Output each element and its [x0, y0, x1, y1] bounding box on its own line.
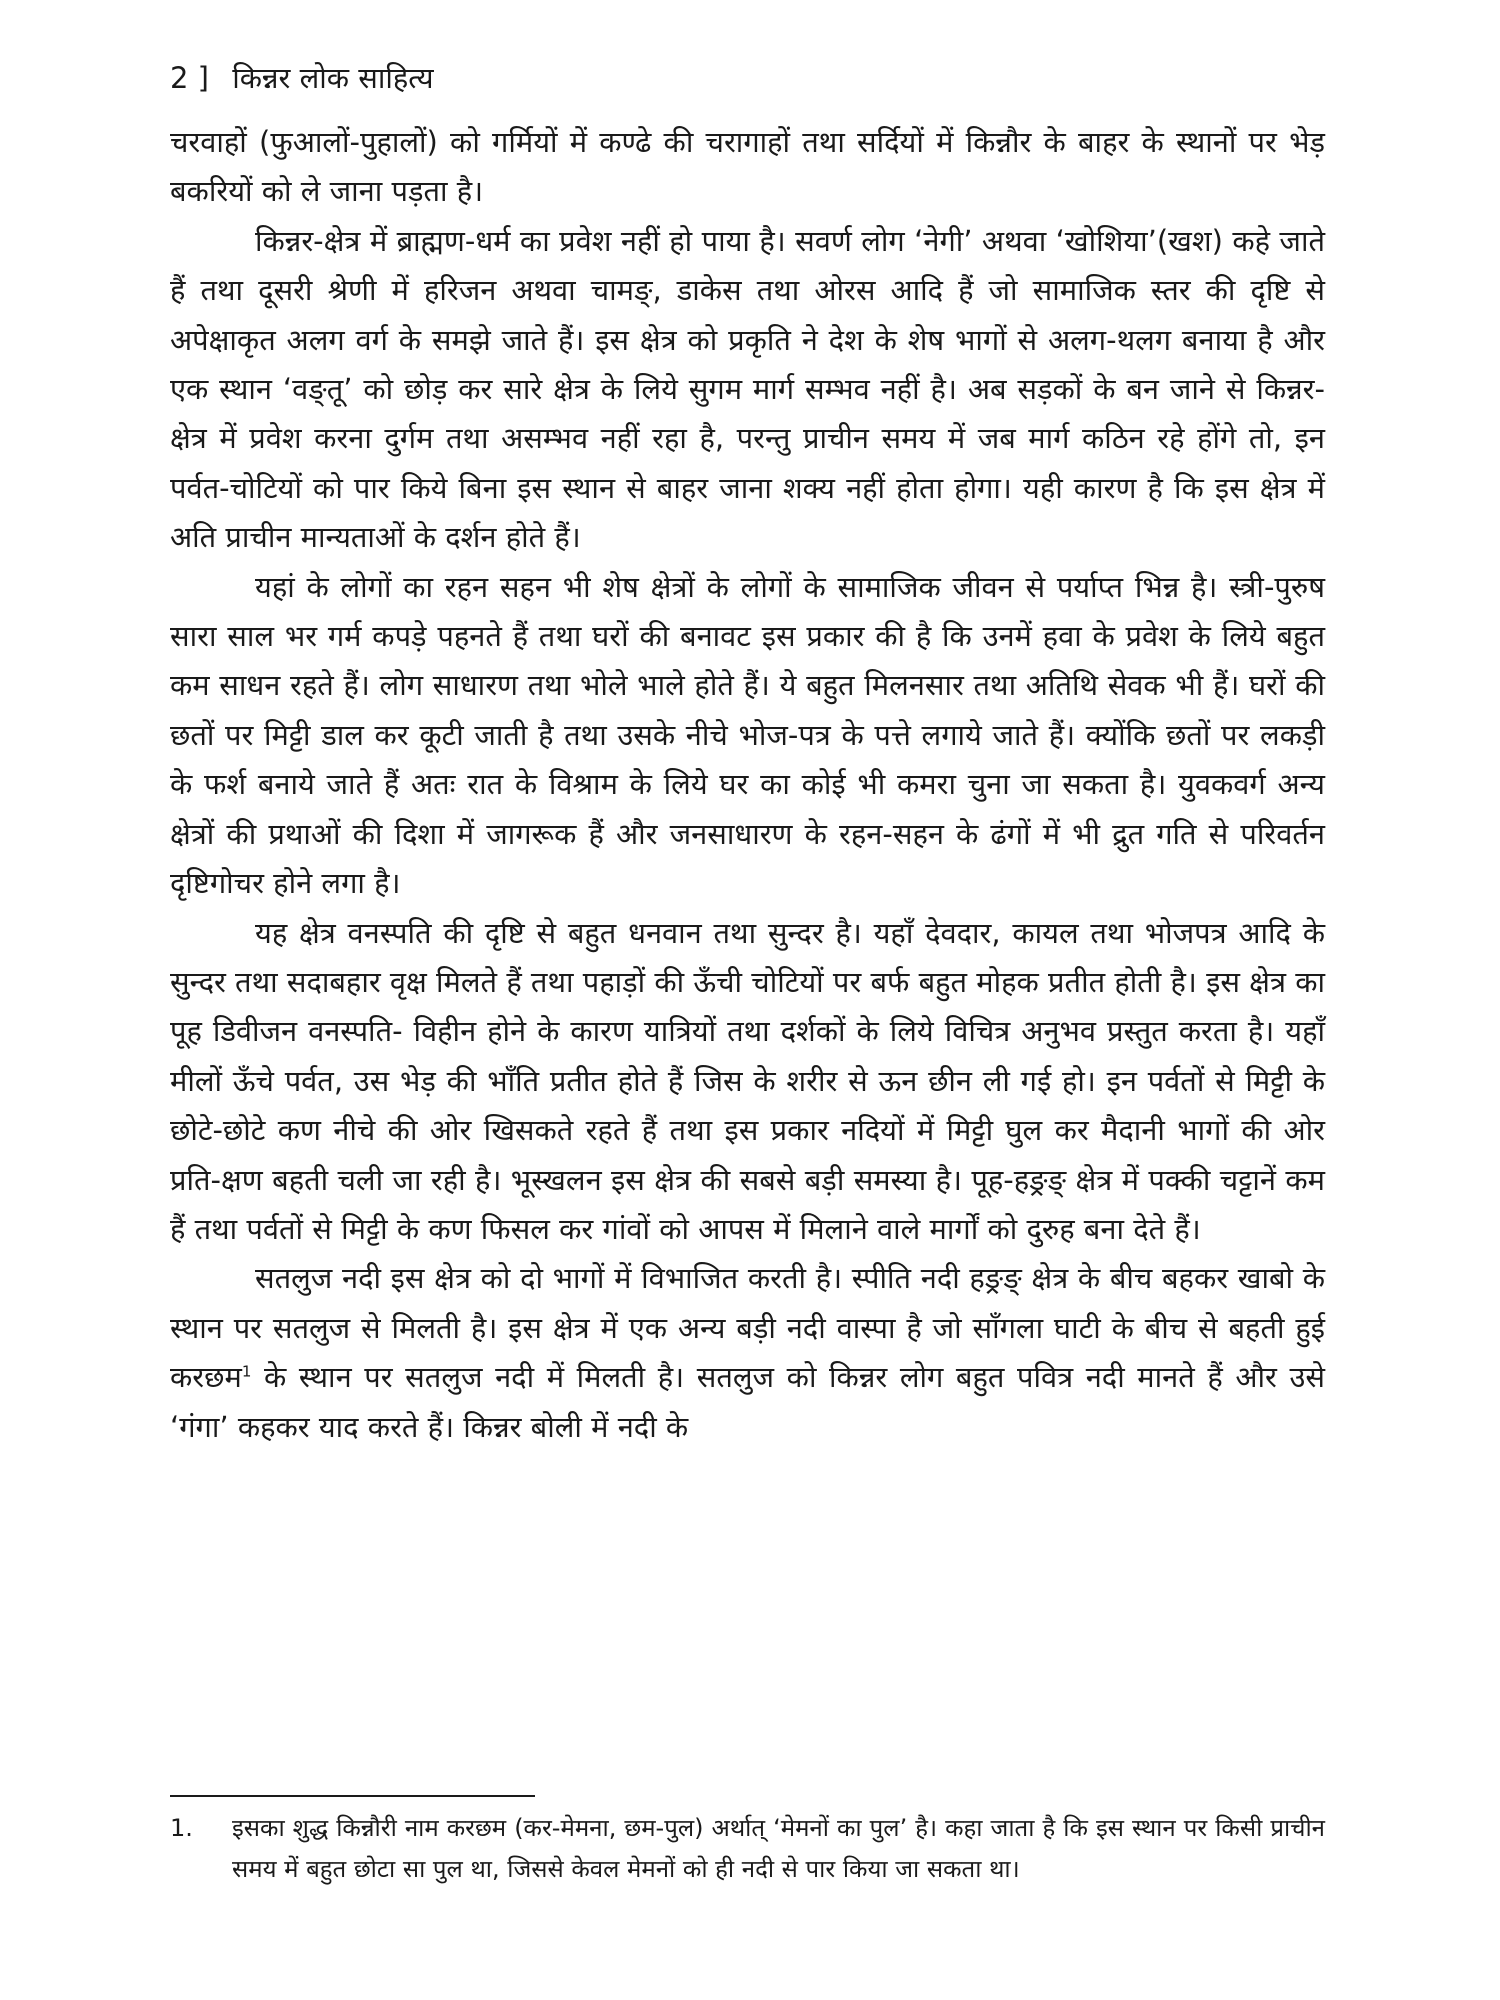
paragraph-4: यह क्षेत्र वनस्पति की दृष्टि से बहुत धनवान तथा सुन्दर है। यहाँ देवदार, कायल तथा भोजपत्र आदि के सुन्दर तथा सदाबहार वृक्ष मिलते हैं तथा पहाड़ों की ऊँची चोटियों पर बर्फ बहुत मोहक प्रतीत होती है। इस क्षेत्र का पूह डिवीजन वनस्पति- विहीन होने के कारण यात्रियों तथा दर्शकों के लिये विचित्र अनुभव प्रस्तुत करता है। यहाँ मीलों ऊँचे पर्वत, उस भेड़ की भाँति प्रतीत होते हैं जिस के शरीर से ऊन छीन ली गई हो। इन पर्वतों से मिट्टी के छोटे-छोटे कण नीचे की ओर खिसकते रहते हैं तथा इस प्रकार नदियों में मिट्टी घुल कर मैदानी भागों की ओर प्रति-क्षण बहती चली जा रही है। भूस्खलन इस क्षेत्र की सबसे बड़ी समस्या है। पूह-हङ्रङ् क्षेत्र में पक्की चट्टानें कम हैं तथा पर्वतों से मिट्टी के कण फिसल कर गांवों को आपस में मिलाने वाले मार्गों को दुरुह बना देते हैं।: [170, 915, 1325, 1246]
footnote-text: इसका शुद्ध किन्नौरी नाम करछम (कर-मेमना, छम-पुल) अर्थात् ‘मेमनों का पुल’ है। कहा जाता है कि इस स्थान पर किसी प्राचीन समय में बहुत छोटा सा पुल था, जिससे केवल मेमनों को ही नदी से पार किया जा सकता था।: [232, 1814, 1325, 1883]
footnote-number: 1.: [170, 1814, 193, 1842]
footnote: [170, 1808, 1325, 1890]
paragraph-2: किन्नर-क्षेत्र में ब्राह्मण-धर्म का प्रवेश नहीं हो पाया है। सवर्ण लोग ‘नेगी’ अथवा ‘खोशिया’(खश) कहे जाते हैं तथा दूसरी श्रेणी में हरिजन अथवा चामङ्, डाकेस तथा ओरस आदि हैं जो सामाजिक स्तर की दृष्टि से अपेक्षाकृत अलग वर्ग के समझे जाते हैं। इस क्षेत्र को प्रकृति ने देश के शेष भागों से अलग-थलग बनाया है और एक स्थान ‘वङ्तू’ को छोड़ कर सारे क्षेत्र के लिये सुगम मार्ग सम्भव नहीं है। अब सड़कों के बन जाने से किन्नर-क्षेत्र में प्रवेश करना दुर्गम तथा असम्भव नहीं रहा है, परन्तु प्राचीन समय में जब मार्ग कठिन रहे होंगे तो, इन पर्वत-चोटियों को पार किये बिना इस स्थान से बाहर जाना शक्य नहीं होता होगा। यही कारण है कि इस क्षेत्र में अति प्राचीन मान्यताओं के दर्शन होते हैं।: [170, 223, 1325, 555]
footnote-rule: [170, 1795, 535, 1797]
running-header: [170, 58, 434, 98]
body-text: [170, 118, 1325, 1452]
book-title: किन्नर लोक साहित्य: [232, 61, 434, 95]
paragraph-3: यहां के लोगों का रहन सहन भी शेष क्षेत्रों के लोगों के सामाजिक जीवन से पर्याप्त भिन्न है। स्त्री-पुरुष सारा साल भर गर्म कपड़े पहनते हैं तथा घरों की बनावट इस प्रकार की है कि उनमें हवा के प्रवेश के लिये बहुत कम साधन रहते हैं। लोग साधारण तथा भोले भाले होते हैं। ये बहुत मिलनसार तथा अतिथि सेवक भी हैं। घरों की छतों पर मिट्टी डाल कर कूटी जाती है तथा उसके नीचे भोज-पत्र के पत्ते लगाये जाते हैं। क्योंकि छतों पर लकड़ी के फर्श बनाये जाते हैं अतः रात के विश्राम के लिये घर का कोई भी कमरा चुना जा सकता है। युवकवर्ग अन्य क्षेत्रों की प्रथाओं की दिशा में जागरूक हैं और जनसाधारण के रहन-सहन के ढंगों में भी द्रुत गति से परिवर्तन दृष्टिगोचर होने लगा है।: [170, 569, 1325, 901]
page-number: 2 ]: [170, 61, 209, 95]
paragraph-5: [170, 1254, 1325, 1452]
paragraph-1: चरवाहों (फुआलों-पुहालों) को गर्मियों में कण्ढे की चरागाहों तथा सर्दियों में किन्नौर के बाहर के स्थानों पर भेड़ बकरियों को ले जाना पड़ता है।: [170, 125, 1325, 209]
footnote-reference: 1: [241, 1362, 252, 1381]
paragraph-5-text-a: सतलुज नदी इस क्षेत्र को दो भागों में विभाजित करती है। स्पीति नदी हङ्रङ् क्षेत्र के बीच बहकर खाबो के स्थान पर सतलुज से मिलती है। इस क्षेत्र में एक अन्य बड़ी नदी वास्पा है जो साँगला घाटी के बीच से बहती हुई करछम: [170, 1261, 1325, 1395]
paragraph-5-text-b: के स्थान पर सतलुज नदी में मिलती है। सतलुज को किन्नर लोग बहुत पवित्र नदी मानते हैं और उसे ‘गंगा’ कहकर याद करते हैं। किन्नर बोली में नदी के: [170, 1360, 1325, 1444]
